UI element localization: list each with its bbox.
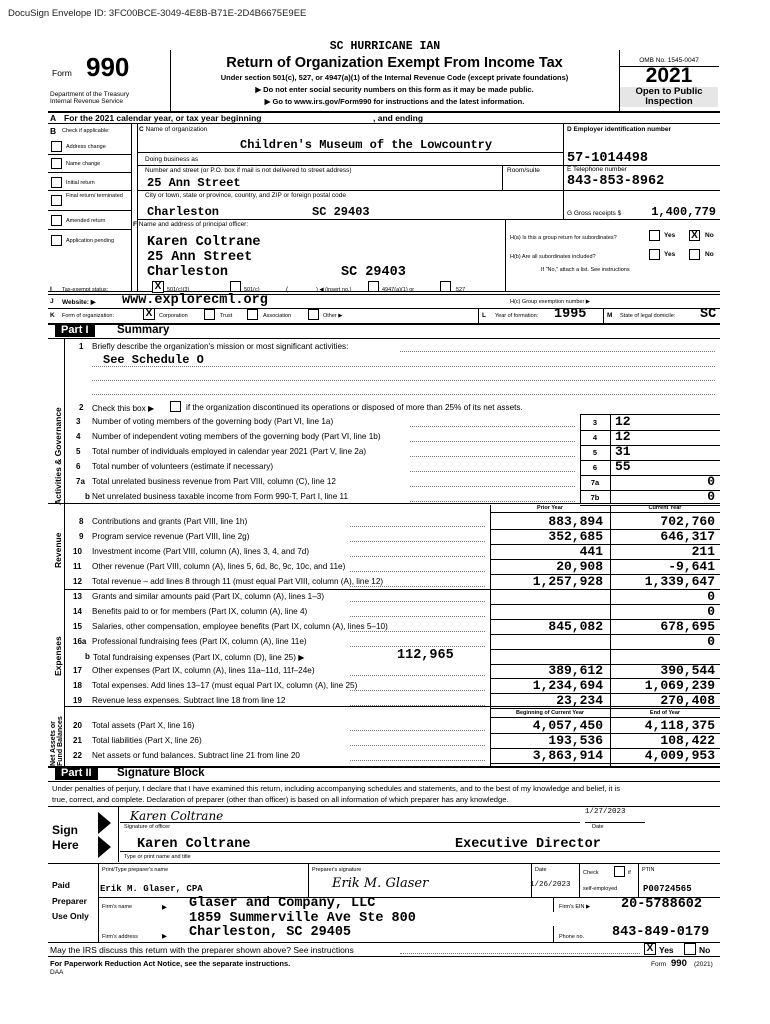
tax-year: 2021 — [645, 64, 693, 87]
net-rows-current: 4,009,953 — [644, 748, 715, 763]
net-rows-text: Total liabilities (Part X, line 26) — [92, 736, 202, 745]
hb-yes-checkbox[interactable] — [649, 249, 660, 260]
phone-label: E Telephone number — [567, 166, 627, 173]
officer-print-name: Karen Coltrane — [137, 837, 251, 852]
gov-line-text: Total number of individuals employed in calendar year 2021 (Part V, line 2a) — [92, 447, 367, 456]
preparer-sig-label: Preparer's signature — [312, 867, 362, 873]
exp-rows-current: 1,069,239 — [644, 678, 715, 693]
dept-line1: Department of the Treasury — [50, 91, 130, 98]
side-expenses: Expenses — [53, 636, 63, 676]
rev-rows-text: Other revenue (Part VIII, column (A), lines 5, 6d, 8c, 9c, 10c, and 11e) — [92, 562, 346, 571]
exp-rows-number: 15 — [73, 622, 82, 631]
gov-line-text: Total number of volunteers (estimate if necessary) — [92, 462, 274, 471]
firm-name-arrow: ▶ — [162, 904, 167, 911]
gov-line-number: 6 — [76, 462, 81, 471]
ha-no-checkbox[interactable]: X — [689, 230, 700, 241]
exp-rows-number: 17 — [73, 666, 82, 675]
self-employed-checkbox[interactable] — [614, 866, 625, 877]
net-rows-rule — [490, 763, 720, 764]
exp-rows-text: Other expenses (Part IX, column (A), lines 11a–11d, 11f–24e) — [92, 666, 315, 675]
ein-label: D Employer identification number — [567, 126, 672, 133]
trust-checkbox[interactable] — [204, 309, 215, 320]
preparer-signature[interactable]: Erik M. Glaser — [332, 876, 429, 891]
line-l-label: L — [482, 312, 486, 319]
c-name-label — [139, 126, 207, 133]
end-year-header: End of Year — [649, 710, 681, 716]
preparer-date: 1/26/2023 — [530, 881, 571, 889]
rev-rows-prior: 441 — [579, 544, 603, 559]
gov-line-value: 0 — [707, 489, 715, 504]
line-k-label: K — [50, 312, 55, 319]
application-pending-label: Application pending — [66, 238, 115, 244]
4947-label: 4947(a)(1) or — [382, 287, 415, 293]
form-ref-year: (2021) — [694, 961, 713, 968]
instruction-irs: ▶ Go to www.irs.gov/Form990 for instructions and the latest information. — [264, 97, 525, 106]
firm-ein: 20-5788602 — [621, 897, 703, 912]
exp-rows-inline-amount: 112,965 — [397, 648, 454, 663]
exp-rows-text: Total fundraising expenses (Part IX, column (D), line 25) ▶ — [93, 653, 305, 662]
exp-rows-leader — [350, 631, 485, 632]
initial-return-checkbox[interactable] — [51, 177, 62, 188]
dept-line2: Internal Revenue Service — [50, 98, 123, 105]
discuss-yes-checkbox[interactable]: X — [644, 943, 656, 955]
street-address: 25 Ann Street — [147, 176, 241, 190]
name-change-checkbox[interactable] — [51, 158, 62, 169]
open-line2: Inspection — [645, 96, 693, 107]
rev-rows-leader — [350, 586, 485, 587]
net-rows-prior: 4,057,450 — [532, 718, 603, 733]
side-net-assets: Net Assets or Fund Balances — [50, 716, 64, 766]
h-a-question: H(a) Is this a group return for subordinates? — [510, 235, 617, 241]
501c-checkbox[interactable] — [230, 281, 241, 292]
type-print-label: Type or print name and title — [124, 854, 191, 860]
net-rows-number: 22 — [73, 751, 82, 760]
amended-return-label: Amended return — [66, 218, 106, 224]
exp-rows-text: Grants and similar amounts paid (Part IX, column (A), lines 1–3) — [92, 592, 325, 601]
form-ref-number: 990 — [671, 958, 687, 969]
begin-year-header: Beginning of Current Year — [515, 710, 585, 716]
final-return-label: Final return/ terminated — [66, 193, 123, 199]
rev-rows-number: 9 — [79, 532, 84, 541]
rev-rows-current: 702,760 — [660, 514, 715, 529]
exp-rows-rule — [490, 649, 720, 650]
gov-line-text: Total unrelated business revenue from Part VIII, column (C), line 12 — [92, 477, 336, 486]
section-divider — [64, 706, 720, 707]
officer-sign-date: 1/27/2023 — [585, 808, 626, 816]
rev-rows-current: -9,641 — [668, 559, 715, 574]
application-pending-checkbox[interactable] — [51, 235, 62, 246]
gov-line-rule — [580, 445, 720, 446]
exp-rows-number: 14 — [73, 607, 82, 616]
mission-description: See Schedule O — [103, 353, 204, 367]
line2-text-a: Check this box ▶ — [92, 404, 155, 413]
firm-name-label: Firm's name — [102, 904, 133, 910]
net-rows-leader — [350, 730, 485, 731]
ha-no-label: No — [705, 232, 714, 239]
perjury-line2: true, correct, and complete. Declaration of preparer (other than officer) is based on all information of which preparer has any knowledge. — [52, 795, 509, 804]
state-of-domicile: SC — [700, 307, 717, 322]
501c3-label: 501(c)(3) — [167, 287, 190, 293]
officer-city: Charleston — [147, 265, 229, 280]
exp-rows-rule — [490, 708, 720, 709]
section-f-letter: F — [133, 221, 137, 228]
sign-date-label: Date — [592, 824, 604, 830]
c-name-label-text: Name of organization — [145, 126, 208, 133]
line-a-ending: , and ending — [373, 113, 424, 123]
other-org-checkbox[interactable] — [308, 309, 319, 320]
use-only-label: Use Only — [52, 911, 89, 921]
firm-ein-label: Firm's EIN ▶ — [559, 904, 591, 910]
firm-address-line2: Charleston, SC 29405 — [189, 925, 352, 940]
form-subtitle: Under section 501(c), 527, or 4947(a)(1) of the Internal Revenue Code (except private foundations) — [220, 73, 569, 82]
gross-receipts-label: G Gross receipts $ — [567, 210, 622, 217]
amended-return-checkbox[interactable] — [51, 215, 62, 226]
year-of-formation: 1995 — [554, 307, 587, 322]
preparer-name-label: Print/Type preparer's name — [102, 867, 169, 873]
instruction-ssn: ▶ Do not enter social security numbers on this form as it may be made public. — [255, 85, 534, 94]
street-label: Number and street (or P.O. box if mail is not delivered to street address) — [145, 167, 352, 174]
gov-line-box: 6 — [592, 463, 598, 472]
net-rows-current: 4,118,375 — [644, 718, 715, 733]
website: www.explorecml.org — [122, 293, 268, 308]
officer-street: 25 Ann Street — [147, 250, 253, 265]
officer-title: Executive Director — [455, 837, 601, 852]
trust-label: Trust — [220, 313, 233, 319]
line-a-label: A — [50, 113, 57, 123]
exp-rows-number: 18 — [73, 681, 82, 690]
year-formation-label: Year of formation: — [495, 313, 539, 319]
gov-line-leader — [410, 441, 575, 442]
ein: 57-1014498 — [567, 151, 649, 166]
part1-tag: Part I — [55, 324, 95, 337]
f-label — [133, 221, 248, 228]
paid-label: Paid — [52, 880, 70, 890]
gov-line-number: 4 — [76, 432, 81, 441]
rev-rows-leader — [350, 526, 485, 527]
gov-col-rule — [580, 414, 581, 504]
state-domicile-label: State of legal domicile: — [620, 313, 676, 319]
room-suite-label: Room/suite — [507, 167, 540, 174]
gov-line-number: 5 — [76, 447, 81, 456]
banner: SC HURRICANE IAN — [329, 40, 441, 53]
city: Charleston — [147, 205, 220, 219]
officer-state-zip: SC 29403 — [341, 265, 406, 280]
current-year-header: Current Year — [648, 505, 682, 511]
exp-rows-current: 0 — [707, 589, 715, 604]
line1-number: 1 — [79, 342, 84, 351]
exp-rows-leader — [350, 601, 485, 602]
ptin-label: PTIN — [642, 867, 655, 873]
form-word: Form — [52, 68, 72, 78]
net-rows-text: Net assets or fund balances. Subtract line 21 from line 20 — [92, 751, 300, 760]
envelope-id: DocuSign Envelope ID: 3FC00BCE-3049-4E8B-B71E-2D4B6675E9EE — [8, 8, 307, 19]
net-rows-prior: 193,536 — [548, 733, 603, 748]
section-c-letter: C — [139, 126, 144, 133]
association-label: Association — [263, 313, 292, 319]
gov-line-box: 3 — [592, 418, 598, 427]
line1-text: Briefly describe the organization's mission or most significant activities: — [92, 342, 349, 351]
gov-line-box: 7b — [590, 493, 600, 502]
exp-rows-prior: 23,234 — [556, 693, 603, 708]
rev-rows-current: 1,339,647 — [644, 574, 715, 589]
rev-rows-number: 10 — [73, 547, 82, 556]
firm-address-line1: 1859 Summerville Ave Ste 800 — [189, 911, 416, 926]
sign-arrow-1 — [98, 812, 111, 834]
exp-rows-text: Total expenses. Add lines 13–17 (must equal Part IX, column (A), line 25) — [92, 681, 358, 690]
501c3-checkbox[interactable]: X — [152, 281, 164, 293]
form-ref-word: Form — [651, 961, 667, 968]
rev-rows-prior: 20,908 — [556, 559, 603, 574]
rev-rows-number: 8 — [79, 517, 84, 526]
501c-label: 501(c) — [244, 287, 260, 293]
firm-address-arrow: ▶ — [162, 933, 167, 940]
ptin: P00724565 — [643, 884, 692, 894]
tax-exempt-status-label: Tax-exempt status: — [62, 287, 109, 293]
gov-line-leader — [410, 426, 575, 427]
527-label: 527 — [456, 287, 466, 293]
exp-rows-number: 16a — [73, 637, 87, 646]
paperwork-notice: For Paperwork Reduction Act Notice, see the separate instructions. — [50, 959, 291, 968]
side-revenue: Revenue — [53, 532, 63, 568]
side-activities-governance: Activities & Governance — [53, 407, 63, 505]
form-title: Return of Organization Exempt From Income Tax — [226, 55, 563, 71]
address-change-label: Address change — [66, 144, 106, 150]
exp-rows-leader — [350, 616, 485, 617]
line-m-label: M — [607, 312, 613, 319]
gov-line-value: 12 — [615, 414, 631, 429]
ha-yes-label: Yes — [664, 232, 676, 239]
insert-no-label: ) ◀ (insert no.) — [316, 287, 352, 293]
exp-rows-prior: 845,082 — [548, 619, 603, 634]
rev-rows-number: 12 — [73, 577, 82, 586]
phone: 843-853-8962 — [567, 174, 665, 189]
preparer-label: Preparer — [52, 896, 87, 906]
hb-yes-label: Yes — [664, 251, 676, 258]
gov-line-leader — [410, 501, 575, 502]
rev-rows-prior: 883,894 — [548, 514, 603, 529]
section-b-label: B — [50, 126, 57, 136]
gov-line-text: Number of independent voting members of the governing body (Part VI, line 1b) — [92, 432, 381, 441]
perjury-line1: Under penalties of perjury, I declare that I have examined this return, including accompanying schedules and statements, and to the best of my knowledge and belief, it is — [52, 784, 621, 793]
preparer-name: Erik M. Glaser, CPA — [100, 884, 203, 894]
ha-yes-checkbox[interactable] — [649, 230, 660, 241]
501c-open-paren: ( — [286, 286, 289, 293]
exp-rows-prior: 1,234,694 — [532, 678, 603, 693]
4947-checkbox[interactable] — [368, 281, 379, 292]
gov-line-value: 55 — [615, 459, 631, 474]
exp-rows-leader — [350, 675, 485, 676]
exp-rows-leader — [350, 646, 485, 647]
firm-name: Glaser and Company, LLC — [189, 896, 376, 911]
rev-rows-prior: 352,685 — [548, 529, 603, 544]
phone-no-label: Phone no. — [559, 934, 585, 940]
if-label: if — [628, 870, 631, 876]
gov-line-number: b — [85, 492, 90, 501]
gov-line-box: 4 — [592, 433, 598, 442]
rev-rows-leader — [350, 571, 485, 572]
here-label: Here — [52, 838, 79, 852]
discuss-no-checkbox[interactable] — [684, 943, 696, 955]
net-rows-leader — [350, 745, 485, 746]
final-return-checkbox[interactable] — [51, 195, 62, 206]
rev-rows-number: 11 — [73, 562, 82, 571]
exp-rows-current: 0 — [707, 604, 715, 619]
preparer-phone: 843-849-0179 — [612, 925, 710, 940]
corporation-label: Corporation — [159, 313, 188, 319]
f-label-text: Name and address of principal officer: — [138, 221, 249, 228]
signature-label: Signature of officer — [124, 824, 171, 830]
527-checkbox[interactable] — [440, 281, 451, 292]
initial-return-label: Initial return — [66, 180, 95, 186]
gov-line-box: 5 — [592, 448, 598, 457]
gov-line-number: 3 — [76, 417, 81, 426]
part2-title: Signature Block — [117, 767, 205, 779]
gov-line-leader — [410, 471, 575, 472]
form-number: 990 — [86, 52, 130, 82]
omb-number: OMB No. 1545-0047 — [639, 57, 699, 64]
website-label: Website: ▶ — [62, 299, 96, 306]
check-self-label: Check — [583, 870, 599, 876]
rev-rows-leader — [350, 556, 485, 557]
hb-note: If "No," attach a list. See instructions — [541, 267, 630, 273]
section-divider — [64, 589, 720, 590]
gov-line-rule — [580, 430, 720, 431]
discontinued-checkbox[interactable] — [170, 401, 181, 412]
rev-rows-leader — [350, 541, 485, 542]
hb-no-checkbox[interactable] — [689, 249, 700, 260]
officer-signature[interactable]: Karen Coltrane — [130, 809, 224, 823]
exp-rows-current: 390,544 — [660, 663, 715, 678]
gov-col-rule — [610, 414, 611, 504]
exp-rows-current: 0 — [707, 634, 715, 649]
officer-name: Karen Coltrane — [147, 235, 261, 250]
exp-rows-current: 678,695 — [660, 619, 715, 634]
irs-discuss-question: May the IRS discuss this return with the preparer shown above? See instructions — [50, 945, 354, 955]
gov-line-box: 7a — [590, 478, 600, 487]
discuss-no-label: No — [699, 945, 711, 955]
daa-label: DAA — [50, 969, 64, 976]
association-checkbox[interactable] — [247, 309, 258, 320]
city-label: City or town, state or province, country, and ZIP or foreign postal code — [145, 192, 346, 199]
line2-text-b: if the organization discontinued its operations or disposed of more than 25% of its net assets. — [186, 403, 523, 412]
gov-line-text: Number of voting members of the governing body (Part VI, line 1a) — [92, 417, 334, 426]
organization-name: Children's Museum of the Lowcountry — [240, 138, 493, 152]
open-line1: Open to Public — [635, 86, 703, 97]
exp-rows-number: b — [85, 652, 90, 661]
gov-line-text: Net unrelated business taxable income from Form 990-T, Part I, line 11 — [92, 492, 349, 501]
line2-number: 2 — [79, 403, 84, 412]
part1-title: Summary — [117, 324, 170, 336]
sign-arrow-2 — [98, 836, 111, 858]
exp-rows-prior: 389,612 — [548, 663, 603, 678]
section-divider — [48, 503, 720, 504]
gov-line-leader — [410, 456, 575, 457]
exp-rows-current: 270,408 — [660, 693, 715, 708]
gov-line-value: 0 — [707, 474, 715, 489]
h-b-question: H(b) Are all subordinates included? — [510, 254, 596, 260]
address-change-checkbox[interactable] — [51, 141, 62, 152]
firm-address-label: Firm's address — [102, 934, 138, 940]
line-a-text: For the 2021 calendar year, or tax year beginning — [64, 113, 262, 123]
exp-rows-text: Salaries, other compensation, employee benefits (Part IX, column (A), lines 5–10) — [92, 622, 388, 631]
gov-top-rule — [580, 414, 720, 415]
check-if-applicable: Check if applicable: — [62, 128, 110, 134]
discuss-yes-label: Yes — [659, 945, 674, 955]
net-rows-text: Total assets (Part X, line 16) — [92, 721, 195, 730]
line-i-label: I — [50, 286, 52, 293]
state-zip: SC 29403 — [312, 205, 370, 219]
exp-rows-number: 19 — [73, 696, 82, 705]
dba-label: Doing business as — [145, 156, 199, 163]
group-exemption-label: H(c) Group exemption number ▶ — [510, 299, 591, 305]
rev-rows-text: Investment income (Part VIII, column (A), lines 3, 4, and 7d) — [92, 547, 310, 556]
name-change-label: Name change — [66, 161, 101, 167]
line-j-label: J — [50, 298, 54, 305]
part2-tag: Part II — [55, 767, 98, 780]
rev-rows-text: Total revenue – add lines 8 through 11 (must equal Part VIII, column (A), line 12) — [92, 577, 384, 586]
gov-line-leader — [410, 486, 575, 487]
gross-receipts: 1,400,779 — [651, 205, 716, 219]
net-rows-current: 108,422 — [660, 733, 715, 748]
net-rows-number: 20 — [73, 721, 82, 730]
net-rows-number: 21 — [73, 736, 82, 745]
rev-rows-current: 646,317 — [660, 529, 715, 544]
corporation-checkbox[interactable]: X — [143, 308, 155, 320]
net-rows-leader — [350, 760, 485, 761]
exp-rows-text: Revenue less expenses. Subtract line 18 from line 12 — [92, 696, 286, 705]
gov-line-number: 7a — [76, 477, 85, 486]
preparer-date-label: Date — [535, 867, 547, 873]
gov-line-rule — [580, 460, 720, 461]
hb-no-label: No — [705, 251, 714, 258]
prior-year-header: Prior Year — [537, 505, 563, 511]
exp-rows-text: Benefits paid to or for members (Part IX, column (A), line 4) — [92, 607, 308, 616]
rev-rows-current: 211 — [691, 544, 715, 559]
rev-rows-prior: 1,257,928 — [532, 574, 603, 589]
self-employed-label: self-employed — [583, 886, 618, 892]
gov-line-value: 31 — [615, 444, 631, 459]
exp-rows-text: Professional fundraising fees (Part IX, column (A), line 11e) — [92, 637, 307, 646]
exp-rows-number: 13 — [73, 592, 82, 601]
open-to-public — [620, 87, 718, 107]
other-org-label: Other ▶ — [323, 313, 343, 319]
net-rows-prior: 3,863,914 — [532, 748, 603, 763]
rev-rows-text: Program service revenue (Part VIII, line 2g) — [92, 532, 250, 541]
gov-line-value: 12 — [615, 429, 631, 444]
exp-rows-leader — [350, 690, 485, 691]
sign-label: Sign — [52, 823, 78, 837]
rev-rows-text: Contributions and grants (Part VIII, line 1h) — [92, 517, 248, 526]
form-of-org-label: Form of organization: — [62, 313, 114, 319]
